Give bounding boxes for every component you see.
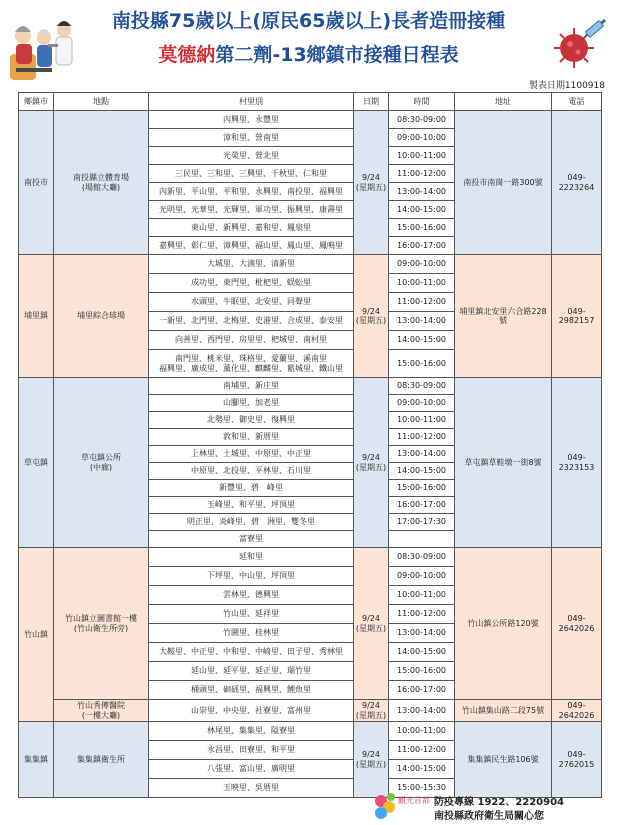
place-cell: 草屯鎮公所 (中廊): [54, 378, 149, 548]
phone-cell: 049- 2642026: [552, 700, 602, 722]
time-cell: 10:00-11:00: [389, 586, 455, 605]
time-cell: 15:00-16:00: [389, 219, 455, 237]
col-header-villages: 村里別: [149, 93, 354, 111]
date-cell: 9/24 (星期五): [354, 700, 389, 722]
villages-cell: 三民里、三和里、三興里、千秋里、仁和里: [149, 165, 354, 183]
villages-cell: 漳和里、營南里: [149, 129, 354, 147]
villages-cell: 光明里、光華里、光輝里、軍功里、振興里、康壽里: [149, 201, 354, 219]
hotline-text: 防疫專線 1922、2220904: [434, 797, 565, 808]
villages-cell: 北勢里、御史里、復興里: [149, 412, 354, 429]
time-cell: 11:00-12:00: [389, 293, 455, 312]
time-cell: 08:30-09:00: [389, 378, 455, 395]
villages-cell: 南門里、桃米里、珠格里、愛蘭里、溪南里 福興里、廣成里、薰化里、麒麟里、籃城里、鐵山里: [149, 350, 354, 378]
time-cell: 09:00-10:00: [389, 395, 455, 412]
villages-cell: 南埔里、新庄里: [149, 378, 354, 395]
villages-cell: 新豐里、碧 峰里: [149, 480, 354, 497]
villages-cell: 中原里、北投里、平林里、石川里: [149, 463, 354, 480]
time-cell: 15:00-16:00: [389, 480, 455, 497]
villages-cell: 山崇里、中央里、社寮里、富州里: [149, 700, 354, 722]
villages-cell: 內興里、永豐里: [149, 111, 354, 129]
town-cell: 草屯鎮: [19, 378, 54, 548]
place-cell: 集集鎮衛生所: [54, 722, 149, 798]
time-cell: 09:00-10:00: [389, 567, 455, 586]
time-cell: 15:00-16:00: [389, 350, 455, 378]
villages-cell: 下坪里、中山里、坪頂里: [149, 567, 354, 586]
villages-cell: 竹圍里、桂林里: [149, 624, 354, 643]
address-cell: 竹山鎮公所路120號: [455, 548, 552, 700]
date-cell: 9/24 (星期五): [354, 548, 389, 700]
table-row: [19, 722, 602, 741]
time-cell: 16:00-17:00: [389, 681, 455, 700]
time-cell: 10:00-11:00: [389, 412, 455, 429]
col-header-town: 鄉鎮市: [19, 93, 54, 111]
villages-cell: 山腳里、加老里: [149, 395, 354, 412]
time-cell: 08:30-09:00: [389, 111, 455, 129]
place-cell: 竹山鎮立圖書館一樓 (竹山衛生所旁): [54, 548, 149, 700]
agency-text: 南投縣政府衛生局關心您: [434, 811, 544, 822]
date-cell: 9/24 (星期五): [354, 255, 389, 378]
page-subtitle: [0, 40, 617, 67]
villages-cell: 玉峰里、和平里、坪頂里: [149, 497, 354, 514]
address-cell: 南投市南崗一路300號: [455, 111, 552, 255]
time-cell: 11:00-12:00: [389, 605, 455, 624]
villages-cell: 成功里、東門里、枇杷里、蜈蚣里: [149, 274, 354, 293]
villages-cell: 一新里、北門里、北梅里、史港里、合成里、泰安里: [149, 312, 354, 331]
time-cell: 13:00-14:00: [389, 183, 455, 201]
time-cell: 13:00-14:00: [389, 446, 455, 463]
time-cell: 10:00-11:00: [389, 147, 455, 165]
schedule-table: [18, 92, 602, 798]
date-cell: 9/24 (星期五): [354, 378, 389, 548]
address-cell: 集集鎮民生路106號: [455, 722, 552, 798]
villages-cell: 大城里、大湳里、清新里: [149, 255, 354, 274]
table-row: [19, 700, 602, 722]
time-cell: 17:00-17:30: [389, 514, 455, 531]
col-header-address: 地址: [455, 93, 552, 111]
date-cell: 9/24 (星期五): [354, 111, 389, 255]
address-cell: 埔里鎮北安里六合路228號: [455, 255, 552, 378]
tourism-capital-logo: [372, 791, 430, 821]
villages-cell: 內新里、平山里、平和里、永興里、南投里、福興里: [149, 183, 354, 201]
phone-cell: 049- 2223264: [552, 111, 602, 255]
villages-cell: 延山里、延平里、延正里、瑞竹里: [149, 662, 354, 681]
time-cell: 08:30-09:00: [389, 548, 455, 567]
villages-cell: 向善里、西門里、房里里、杷城里、南村里: [149, 331, 354, 350]
villages-cell: 東山里、新興里、嘉和里、鳳泉里: [149, 219, 354, 237]
time-cell: 11:00-12:00: [389, 741, 455, 760]
villages-cell: 延和里: [149, 548, 354, 567]
time-cell: 15:00-16:00: [389, 662, 455, 681]
villages-cell: 八張里、富山里、廣明里: [149, 760, 354, 779]
time-cell: [389, 531, 455, 548]
time-cell: 13:00-14:00: [389, 700, 455, 722]
phone-cell: 049- 2323153: [552, 378, 602, 548]
time-cell: 14:00-15:00: [389, 643, 455, 662]
villages-cell: 桶頭里、硘磘里、福興里、鯉魚里: [149, 681, 354, 700]
time-cell: 09:00-10:00: [389, 129, 455, 147]
time-cell: 10:00-11:00: [389, 274, 455, 293]
time-cell: 10:00-11:00: [389, 722, 455, 741]
table-row: [19, 111, 602, 129]
town-cell: 南投市: [19, 111, 54, 255]
time-cell: 15:00-15:30: [389, 779, 455, 798]
place-cell: 南投縣立體育場 (場館大廳): [54, 111, 149, 255]
villages-cell: 嘉興里、彰仁里、漳興里、福山里、鳳山里、鳳鳴里: [149, 237, 354, 255]
time-cell: 14:00-15:00: [389, 760, 455, 779]
subtitle-rest: 第二劑-13鄉鎮市接種日程表: [215, 44, 459, 66]
time-cell: 14:00-15:00: [389, 201, 455, 219]
place-cell: 竹山秀傳醫院 (一樓大廳): [54, 700, 149, 722]
logo-text: 觀光首都: [398, 796, 430, 805]
time-cell: 11:00-12:00: [389, 165, 455, 183]
villages-cell: 大鞍里、中正里、中和里、中崎里、田子里、秀林里: [149, 643, 354, 662]
col-header-phone: 電話: [552, 93, 602, 111]
time-cell: 16:00-17:00: [389, 237, 455, 255]
time-cell: 09:00-10:00: [389, 255, 455, 274]
table-row: [19, 548, 602, 567]
villages-cell: 水頭里、牛眠里、北安里、同聲里: [149, 293, 354, 312]
col-header-date: 日期: [354, 93, 389, 111]
villages-cell: 明正里、炎峰里、碧 洲里、雙冬里: [149, 514, 354, 531]
page-title: 南投縣75歲以上(原民65歲以上)長者造冊接種: [111, 10, 506, 32]
table-row: [19, 378, 602, 395]
town-cell: 集集鎮: [19, 722, 54, 798]
made-date: 製表日期1100918: [528, 81, 605, 91]
time-cell: 13:00-14:00: [389, 624, 455, 643]
address-cell: 竹山鎮集山路二段75號: [455, 700, 552, 722]
villages-cell: 永昌里、田寮里、和平里: [149, 741, 354, 760]
phone-cell: 049- 2982157: [552, 255, 602, 378]
villages-cell: 玉映里、吳厝里: [149, 779, 354, 798]
table-row: [19, 255, 602, 274]
town-cell: 埔里鎮: [19, 255, 54, 378]
table-header-row: [19, 93, 602, 111]
villages-cell: 林尾里、集集里、隘寮里: [149, 722, 354, 741]
time-cell: 11:00-12:00: [389, 429, 455, 446]
time-cell: 13:00-14:00: [389, 312, 455, 331]
date-cell: 9/24 (星期五): [354, 722, 389, 798]
address-cell: 草屯鎮草鞋墩一街8號: [455, 378, 552, 548]
place-cell: 埔里綜合球場: [54, 255, 149, 378]
time-cell: 14:00-15:00: [389, 463, 455, 480]
phone-cell: 049- 2762015: [552, 722, 602, 798]
time-cell: 14:00-15:00: [389, 331, 455, 350]
col-header-place: 地點: [54, 93, 149, 111]
town-cell: 竹山鎮: [19, 548, 54, 722]
villages-cell: 富寮里: [149, 531, 354, 548]
col-header-time: 時間: [389, 93, 455, 111]
vaccine-name: 莫德納: [158, 44, 216, 66]
phone-cell: 049- 2642026: [552, 548, 602, 700]
villages-cell: 光榮里、營北里: [149, 147, 354, 165]
villages-cell: 上林里、土城里、中原里、中正里: [149, 446, 354, 463]
villages-cell: 竹山里、延祥里: [149, 605, 354, 624]
villages-cell: 雲林里、德興里: [149, 586, 354, 605]
time-cell: 16:00-17:00: [389, 497, 455, 514]
villages-cell: 敦和里、新厝里: [149, 429, 354, 446]
